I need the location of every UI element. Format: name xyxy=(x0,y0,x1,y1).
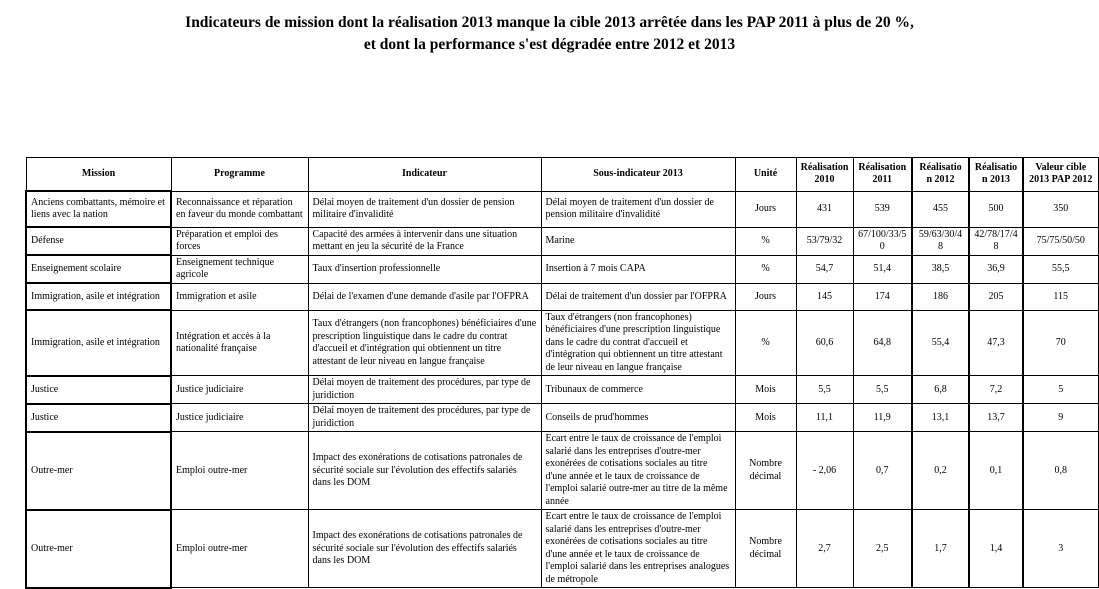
cell-programme: Immigration et asile xyxy=(171,283,308,310)
cell-realisation-2010: 2,7 xyxy=(796,510,853,588)
table-row xyxy=(26,310,1098,376)
cell-sous-indicateur: Ecart entre le taux de croissance de l'emploi salarié dans les entreprises d'outre-mer exonérées de cotisations sociales au titre d'une année et le taux de croissance de l'emploi salarié dans les entreprises analogues de métropole xyxy=(541,510,735,588)
cell-mission: Outre-mer xyxy=(26,510,171,588)
cell-programme: Emploi outre-mer xyxy=(171,432,308,510)
cell-mission: Immigration, asile et intégration xyxy=(26,283,171,310)
table-row xyxy=(26,191,1098,227)
cell-indicateur: Délai moyen de traitement d'un dossier de pension militaire d'invalidité xyxy=(308,191,541,227)
cell-realisation-2013: 0,1 xyxy=(969,432,1023,510)
cell-mission: Défense xyxy=(26,227,171,255)
cell-realisation-2013: 500 xyxy=(969,191,1023,227)
cell-programme: Enseignement technique agricole xyxy=(171,255,308,283)
table-row xyxy=(26,510,1098,588)
cell-realisation-2013: 47,3 xyxy=(969,310,1023,376)
cell-valeur-cible: 55,5 xyxy=(1023,255,1098,283)
column-header-realisation-2013: Réalisation 2013 xyxy=(969,157,1023,191)
cell-unite: Jours xyxy=(735,283,796,310)
column-header-realisation-2012: Réalisation 2012 xyxy=(912,157,969,191)
cell-mission: Justice xyxy=(26,404,171,432)
cell-realisation-2012: 186 xyxy=(912,283,969,310)
table-row xyxy=(26,283,1098,310)
column-header-programme: Programme xyxy=(171,157,308,191)
cell-realisation-2012: 38,5 xyxy=(912,255,969,283)
cell-sous-indicateur: Délai moyen de traitement d'un dossier de pension militaire d'invalidité xyxy=(541,191,735,227)
cell-unite: Nombre décimal xyxy=(735,432,796,510)
table-row xyxy=(26,404,1098,432)
cell-indicateur: Délai moyen de traitement des procédures, par type de juridiction xyxy=(308,376,541,404)
cell-realisation-2012: 6,8 xyxy=(912,376,969,404)
cell-realisation-2010: 431 xyxy=(796,191,853,227)
column-header-mission: Mission xyxy=(26,157,171,191)
cell-realisation-2011: 64,8 xyxy=(853,310,912,376)
cell-realisation-2010: - 2,06 xyxy=(796,432,853,510)
cell-valeur-cible: 75/75/50/50 xyxy=(1023,227,1098,255)
cell-realisation-2011: 5,5 xyxy=(853,376,912,404)
cell-valeur-cible: 3 xyxy=(1023,510,1098,588)
cell-realisation-2011: 67/100/33/50 xyxy=(853,227,912,255)
cell-valeur-cible: 115 xyxy=(1023,283,1098,310)
column-header-sous-indicateur: Sous-indicateur 2013 xyxy=(541,157,735,191)
cell-realisation-2011: 0,7 xyxy=(853,432,912,510)
column-header-unite: Unité xyxy=(735,157,796,191)
cell-sous-indicateur: Taux d'étrangers (non francophones) bénéficiaires d'une prescription linguistique dans le cadre du contrat d'accueil et d'intégration qui obtiennent un titre attestant de leur niveau en langue française xyxy=(541,310,735,376)
cell-realisation-2011: 51,4 xyxy=(853,255,912,283)
cell-unite: Nombre décimal xyxy=(735,510,796,588)
cell-indicateur: Taux d'étrangers (non francophones) bénéficiaires d'une prescription linguistique dans le cadre du contrat d'accueil et d'intégration qui obtiennent un titre attestant de leur niveau en langue française xyxy=(308,310,541,376)
cell-unite: Mois xyxy=(735,404,796,432)
cell-realisation-2011: 174 xyxy=(853,283,912,310)
cell-valeur-cible: 9 xyxy=(1023,404,1098,432)
cell-mission: Anciens combattants, mémoire et liens avec la nation xyxy=(26,191,171,227)
cell-realisation-2012: 59/63/30/48 xyxy=(912,227,969,255)
cell-unite: % xyxy=(735,227,796,255)
cell-realisation-2013: 1,4 xyxy=(969,510,1023,588)
cell-valeur-cible: 5 xyxy=(1023,376,1098,404)
table-row xyxy=(26,255,1098,283)
cell-valeur-cible: 0,8 xyxy=(1023,432,1098,510)
cell-realisation-2010: 60,6 xyxy=(796,310,853,376)
cell-realisation-2013: 205 xyxy=(969,283,1023,310)
cell-programme: Justice judiciaire xyxy=(171,404,308,432)
column-header-realisation-2011: Réalisation 2011 xyxy=(853,157,912,191)
cell-valeur-cible: 70 xyxy=(1023,310,1098,376)
cell-indicateur: Capacité des armées à intervenir dans une situation mettant en jeu la sécurité de la France xyxy=(308,227,541,255)
table-row xyxy=(26,376,1098,404)
cell-realisation-2013: 7,2 xyxy=(969,376,1023,404)
cell-realisation-2012: 1,7 xyxy=(912,510,969,588)
cell-sous-indicateur: Conseils de prud'hommes xyxy=(541,404,735,432)
cell-programme: Justice judiciaire xyxy=(171,376,308,404)
header-row xyxy=(26,157,1098,191)
document-title xyxy=(0,0,1099,57)
title-line-1: Indicateurs de mission dont la réalisation 2013 manque la cible 2013 arrêtée dans les PAP 2011 à plus de 20 %, xyxy=(185,14,914,31)
cell-programme: Préparation et emploi des forces xyxy=(171,227,308,255)
cell-sous-indicateur: Délai de traitement d'un dossier par l'OFPRA xyxy=(541,283,735,310)
cell-sous-indicateur: Tribunaux de commerce xyxy=(541,376,735,404)
cell-realisation-2012: 455 xyxy=(912,191,969,227)
cell-indicateur: Impact des exonérations de cotisations patronales de sécurité sociale sur l'évolution des effectifs salariés dans les DOM xyxy=(308,432,541,510)
cell-programme: Intégration et accès à la nationalité française xyxy=(171,310,308,376)
cell-realisation-2012: 55,4 xyxy=(912,310,969,376)
cell-sous-indicateur: Ecart entre le taux de croissance de l'emploi salarié dans les entreprises d'outre-mer exonérées de cotisations sociales au titre d'une année et le taux de croissance de l'emploi salarié outre-mer au titre de la même année xyxy=(541,432,735,510)
cell-realisation-2010: 11,1 xyxy=(796,404,853,432)
cell-mission: Immigration, asile et intégration xyxy=(26,310,171,376)
cell-realisation-2010: 5,5 xyxy=(796,376,853,404)
cell-realisation-2013: 36,9 xyxy=(969,255,1023,283)
cell-sous-indicateur: Insertion à 7 mois CAPA xyxy=(541,255,735,283)
cell-realisation-2010: 53/79/32 xyxy=(796,227,853,255)
cell-programme: Emploi outre-mer xyxy=(171,510,308,588)
cell-realisation-2013: 13,7 xyxy=(969,404,1023,432)
column-header-valeur-cible: Valeur cible 2013 PAP 2012 xyxy=(1023,157,1098,191)
cell-mission: Outre-mer xyxy=(26,432,171,510)
cell-unite: Mois xyxy=(735,376,796,404)
table-row xyxy=(26,227,1098,255)
cell-indicateur: Impact des exonérations de cotisations patronales de sécurité sociale sur l'évolution des effectifs salariés dans les DOM xyxy=(308,510,541,588)
cell-indicateur: Délai moyen de traitement des procédures, par type de juridiction xyxy=(308,404,541,432)
cell-valeur-cible: 350 xyxy=(1023,191,1098,227)
cell-unite: % xyxy=(735,255,796,283)
cell-indicateur: Délai de l'examen d'une demande d'asile par l'OFPRA xyxy=(308,283,541,310)
cell-unite: % xyxy=(735,310,796,376)
cell-realisation-2011: 2,5 xyxy=(853,510,912,588)
cell-mission: Enseignement scolaire xyxy=(26,255,171,283)
cell-realisation-2012: 13,1 xyxy=(912,404,969,432)
cell-programme: Reconnaissance et réparation en faveur du monde combattant xyxy=(171,191,308,227)
cell-realisation-2010: 145 xyxy=(796,283,853,310)
column-header-indicateur: Indicateur xyxy=(308,157,541,191)
cell-realisation-2012: 0,2 xyxy=(912,432,969,510)
cell-mission: Justice xyxy=(26,376,171,404)
cell-indicateur: Taux d'insertion professionnelle xyxy=(308,255,541,283)
cell-realisation-2010: 54,7 xyxy=(796,255,853,283)
cell-unite: Jours xyxy=(735,191,796,227)
cell-realisation-2011: 11,9 xyxy=(853,404,912,432)
column-header-realisation-2010: Réalisation 2010 xyxy=(796,157,853,191)
cell-realisation-2011: 539 xyxy=(853,191,912,227)
cell-sous-indicateur: Marine xyxy=(541,227,735,255)
mission-indicators-table xyxy=(25,157,1099,589)
title-line-2: et dont la performance s'est dégradée entre 2012 et 2013 xyxy=(363,36,736,54)
cell-realisation-2013: 42/78/17/48 xyxy=(969,227,1023,255)
table-row xyxy=(26,432,1098,510)
